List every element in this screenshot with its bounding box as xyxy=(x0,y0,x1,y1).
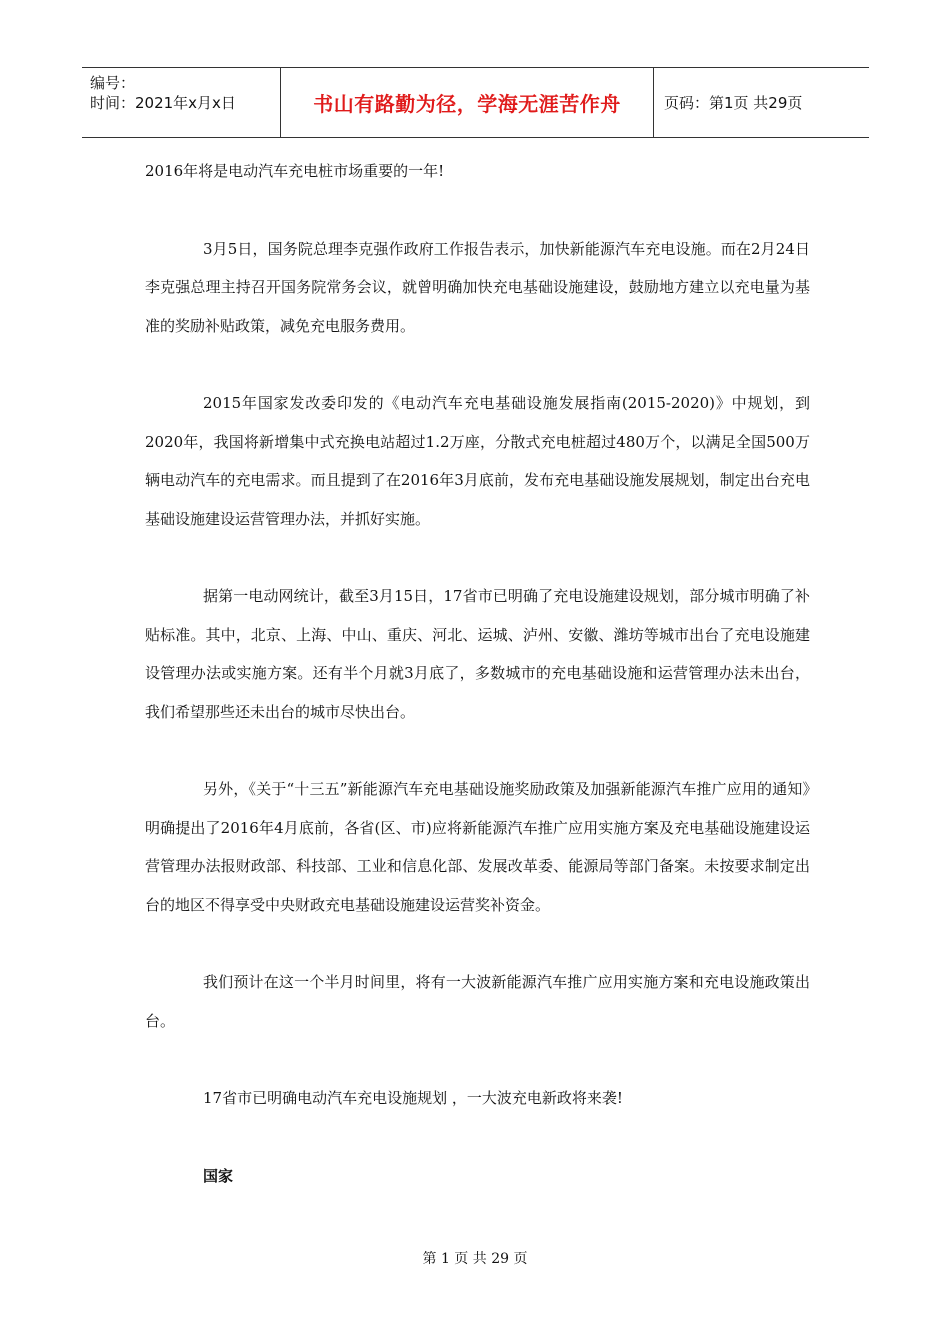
paragraph-intro: 2016年将是电动汽车充电桩市场重要的一年! xyxy=(145,162,445,180)
header-page-cell xyxy=(654,68,869,137)
paragraph-headline: 17省市已明确电动汽车充电设施规划 ，一大波充电新政将来袭! xyxy=(203,1089,623,1107)
paragraph-guideline: 2015年国家发改委印发的《电动汽车充电基础设施发展指南(2015-2020)》中规划，到2020年，我国将新增集中式充换电站超过1.2万座，分散式充电桩超过480万个，以满足全国500万辆电动汽车的充电需求。而且提到了在2016年3月底前，发布充电基础设施发展规划，制定出台充电基础设施建设运营管理办法，并抓好实施。 xyxy=(145,394,810,528)
page-info: 页码：第1页 共29页 xyxy=(664,94,803,112)
motto-text: 书山有路勤为径，学海无涯苦作舟 xyxy=(313,92,621,116)
document-body xyxy=(145,152,810,1195)
time-label: 时间：2021年x月x日 xyxy=(90,94,236,112)
header-meta-cell xyxy=(82,68,281,137)
number-label: 编号： xyxy=(90,74,136,92)
paragraph-statistics: 据第一电动网统计，截至3月15日，17省市已明确了充电设施建设规划，部分城市明确了补贴标准。其中，北京、上海、中山、重庆、河北、运城、泸州、安徽、潍坊等城市出台了充电设施建设管理办法或实施方案。还有半个月就3月底了，多数城市的充电基础设施和运营管理办法未出台，我们希望那些还未出台的城市尽快出台。 xyxy=(145,587,810,721)
paragraph-notice: 另外，《关于“十三五”新能源汽车充电基础设施奖励政策及加强新能源汽车推广应用的通知》明确提出了2016年4月底前，各省(区、市)应将新能源汽车推广应用实施方案及充电基础设施建设运营管理办法报财政部、科技部、工业和信息化部、发展改革委、能源局等部门备案。未按要求制定出台的地区不得享受中央财政充电基础设施建设运营奖补资金。 xyxy=(145,780,810,914)
page-header xyxy=(82,67,869,138)
header-motto-cell xyxy=(281,68,654,137)
paragraph-report: 3月5日，国务院总理李克强作政府工作报告表示，加快新能源汽车充电设施。而在2月24日李克强总理主持召开国务院常务会议，就曾明确加快充电基础设施建设，鼓励地方建立以充电量为基准的奖励补贴政策，减免充电服务费用。 xyxy=(145,239,810,335)
paragraph-forecast: 我们预计在这一个半月时间里，将有一大波新能源汽车推广应用实施方案和充电设施政策出台。 xyxy=(145,973,810,1030)
page-footer: 第 1 页 共 29 页 xyxy=(422,1251,528,1267)
section-heading: 国家 xyxy=(203,1166,234,1185)
